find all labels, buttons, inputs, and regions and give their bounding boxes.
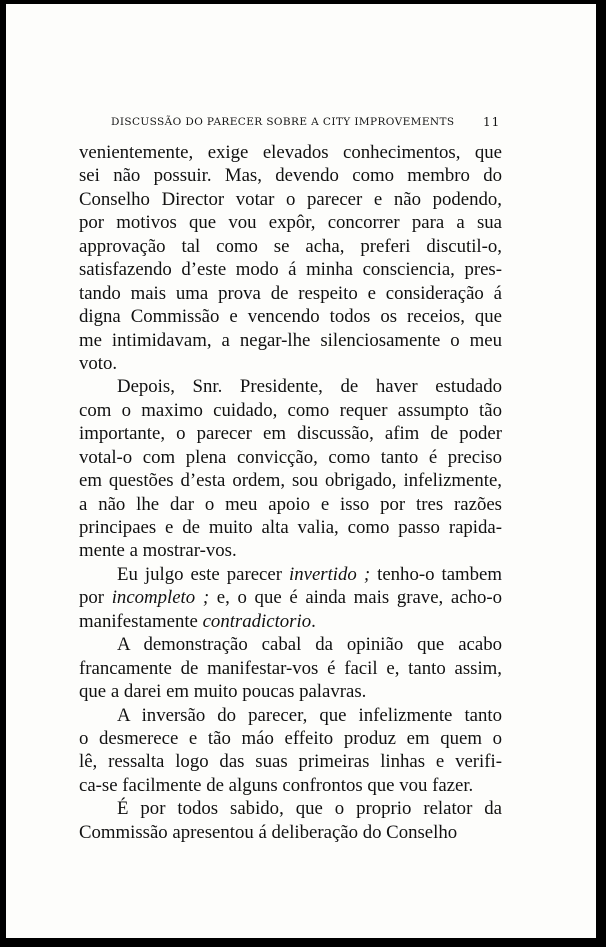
text-line: [79, 680, 502, 703]
text-segment: em questões d’esta ordem, sou obrigado, infelizmente,: [79, 470, 502, 492]
text-segment: sei não possuir. Mas, devendo como membro do: [79, 165, 502, 187]
text-segment: É por todos sabido, que o proprio relator da: [117, 798, 502, 820]
text-line: [79, 188, 502, 211]
text-segment: e, o que é ainda mais grave, acho-o: [209, 587, 503, 609]
text-segment: Conselho Director votar o parecer e não podendo,: [79, 188, 502, 210]
text-segment: approvação tal como se acha, preferi discutil-o,: [79, 235, 502, 257]
running-header: [111, 116, 511, 128]
text-segment: Eu julgo este parecer: [117, 563, 289, 585]
text-segment: importante, o parecer em discussão, afim de poder: [79, 423, 502, 445]
text-line: [79, 141, 502, 164]
page-number: 11: [483, 115, 501, 129]
text-line: [79, 704, 502, 727]
text-line: [79, 305, 502, 328]
text-segment: digna Commissão e vencendo todos os receios, que: [79, 306, 502, 328]
text-line: [79, 633, 502, 656]
text-line: [79, 821, 502, 844]
text-segment: A demonstração cabal da opinião que acabo: [117, 634, 502, 656]
text-line: [79, 610, 502, 633]
text-line: [79, 563, 502, 586]
text-segment: Depois, Snr. Presidente, de haver estudado: [117, 376, 502, 398]
text-segment: Commissão apresentou á deliberação do Conselho: [79, 821, 458, 843]
italic-term: incompleto ;: [111, 587, 210, 609]
text-segment: A inversão do parecer, que infelizmente tanto: [117, 704, 502, 726]
text-line: [79, 586, 502, 609]
text-line: [79, 282, 502, 305]
text-line: [79, 422, 502, 445]
text-line: [79, 446, 502, 469]
text-line: [79, 235, 502, 258]
text-line: [79, 727, 502, 750]
text-line: [79, 774, 502, 797]
italic-term: invertido ;: [289, 563, 371, 585]
running-header-title: DISCUSSÃO DO PARECER SOBRE A CITY IMPROVEMENTS: [111, 116, 455, 128]
text-segment: a não lhe dar o meu apoio e isso por tres razões: [79, 493, 502, 515]
text-line: [79, 329, 502, 352]
text-segment: francamente de manifestar-vos é facil e, tanto assim,: [79, 657, 502, 679]
text-line: [79, 352, 502, 375]
text-segment: lê, ressalta logo das suas primeiras linhas e verifi-: [79, 751, 502, 773]
text-line: [79, 657, 502, 680]
text-segment: por motivos que vou expôr, concorrer para a sua: [79, 212, 502, 234]
text-line: [79, 399, 502, 422]
text-segment: mente a mostrar-vos.: [79, 540, 237, 562]
text-line: [79, 750, 502, 773]
text-segment: satisfazendo d’este modo á minha consciencia, pres-: [79, 259, 502, 281]
text-segment: tando mais uma prova de respeito e consideração á: [79, 282, 502, 304]
text-segment: manifestamente: [79, 610, 203, 632]
text-segment: .: [311, 610, 316, 632]
text-segment: venientemente, exige elevados conhecimentos, que: [79, 142, 502, 163]
text-segment: me intimidavam, a negar-lhe silenciosamente o meu: [79, 329, 502, 351]
text-segment: que a darei em muito poucas palavras.: [79, 681, 367, 703]
text-line: [79, 375, 502, 398]
text-segment: o desmerece e tão máo effeito produz em quem o: [79, 727, 502, 749]
text-segment: com o maximo cuidado, como requer assumpto tão: [79, 399, 502, 421]
text-line: [79, 164, 502, 187]
text-line: [79, 493, 502, 516]
text-line: [79, 516, 502, 539]
text-line: [79, 539, 502, 562]
text-segment: ca-se facilmente de alguns confrontos que vou fazer.: [79, 774, 474, 796]
text-segment: principaes e de muito alta valia, como passo rapida-: [79, 517, 502, 538]
text-line: [79, 797, 502, 820]
text-segment: por: [79, 587, 112, 609]
text-segment: voto.: [79, 352, 118, 374]
body-text: [79, 141, 502, 844]
text-line: [79, 469, 502, 492]
text-segment: tenho-o tambem: [370, 563, 503, 585]
text-segment: votal-o com plena convicção, como tanto é preciso: [79, 446, 502, 468]
text-line: [79, 258, 502, 281]
text-line: [79, 211, 502, 234]
italic-term: contradictorio: [202, 610, 312, 632]
